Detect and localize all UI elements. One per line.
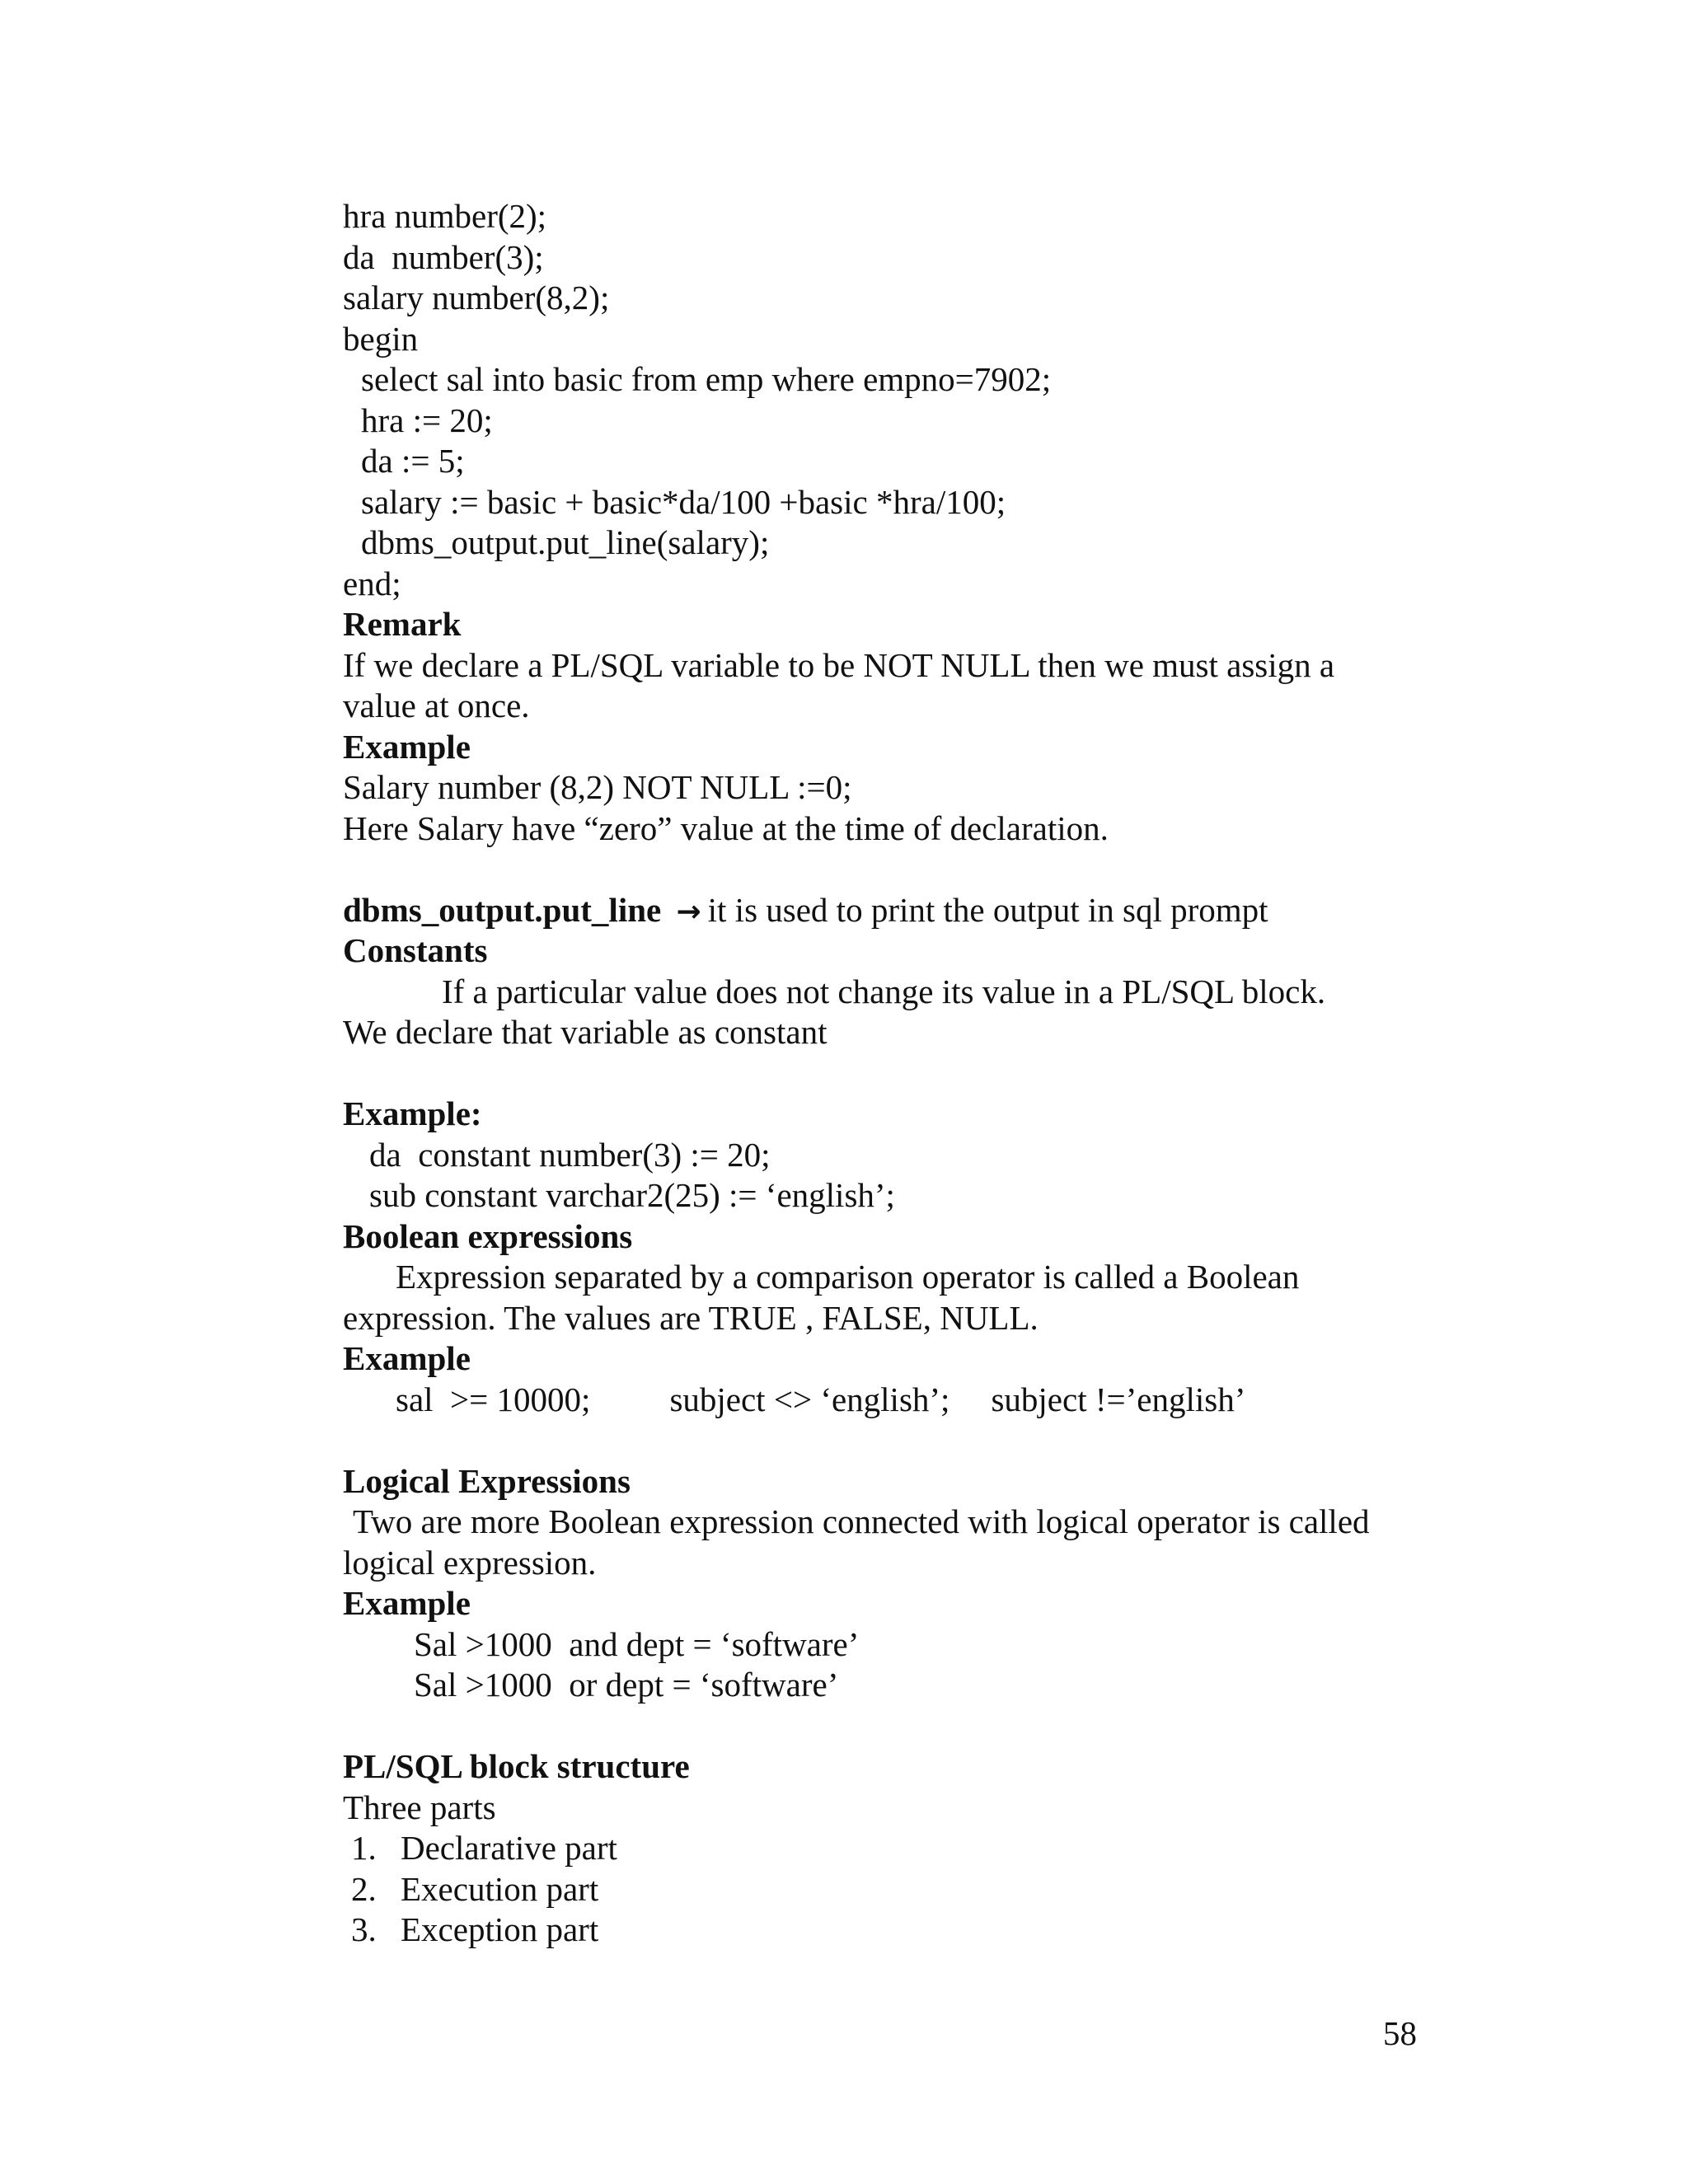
list-label: Declarative part: [401, 1829, 617, 1867]
constants-example-heading: Example:: [343, 1094, 482, 1132]
code-line: da number(3);: [343, 237, 544, 276]
boolean-heading: Boolean expressions: [343, 1216, 633, 1255]
logical-example-line: Sal >1000 or dept = ‘software’: [414, 1666, 839, 1704]
remark-section: [343, 604, 1447, 849]
remark-text: value at once.: [343, 687, 530, 724]
remark-example-heading: Example: [343, 727, 471, 766]
constants-text: We declare that variable as constant: [343, 1013, 828, 1051]
logical-example-heading: Example: [343, 1584, 471, 1622]
list-number: 2.: [351, 1869, 377, 1908]
block-structure-intro: Three parts: [343, 1788, 496, 1826]
code-line: da := 5;: [361, 442, 465, 480]
code-line: begin: [343, 319, 419, 358]
list-number: 1.: [351, 1829, 377, 1867]
logical-text: Two are more Boolean expression connected with logical operator is called: [353, 1502, 1370, 1540]
boolean-text: Expression separated by a comparison operator is called a Boolean: [396, 1258, 1300, 1296]
boolean-example-c: subject !=’english’: [991, 1380, 1246, 1418]
constants-example-line: sub constant varchar2(25) := ‘english’;: [369, 1176, 895, 1214]
page-number: 58: [1383, 2014, 1417, 2052]
boolean-example-heading: Example: [343, 1339, 471, 1377]
boolean-text: expression. The values are TRUE , FALSE, NULL.: [343, 1298, 1039, 1337]
dbms-description: it is used to print the output in sql prompt: [707, 890, 1268, 929]
constants-section: [343, 930, 1447, 1216]
list-item: [343, 1910, 1447, 1951]
spacer: [343, 1420, 1447, 1461]
code-line: hra := 20;: [361, 401, 493, 439]
logical-section: [343, 1461, 1447, 1706]
code-line: salary := basic + basic*da/100 +basic *hra/100;: [361, 482, 1006, 521]
block-structure-heading: PL/SQL block structure: [343, 1747, 690, 1785]
spacer: [343, 1053, 1447, 1094]
dbms-definition: [343, 890, 1447, 931]
boolean-example-b: subject <> ‘english’;: [669, 1380, 950, 1418]
list-label: Execution part: [401, 1869, 599, 1908]
spacer: [343, 849, 1447, 890]
list-item: [343, 1869, 1447, 1910]
boolean-example-line: [343, 1380, 1447, 1421]
list-label: Exception part: [401, 1910, 599, 1948]
code-block: [343, 196, 1447, 604]
constants-heading: Constants: [343, 931, 488, 969]
code-line: end;: [343, 564, 401, 602]
spacer: [343, 1706, 1447, 1747]
list-number: 3.: [351, 1910, 377, 1948]
remark-example-line: Salary number (8,2) NOT NULL :=0;: [343, 768, 852, 806]
right-arrow-icon: →: [676, 894, 701, 929]
logical-heading: Logical Expressions: [343, 1461, 631, 1500]
page-content: [343, 196, 1447, 1951]
code-line: hra number(2);: [343, 197, 547, 235]
constants-text: If a particular value does not change its value in a PL/SQL block.: [442, 972, 1326, 1010]
remark-explanation: Here Salary have “zero” value at the time of declaration.: [343, 808, 1109, 847]
block-structure-section: [343, 1746, 1447, 1951]
code-line: salary number(8,2);: [343, 279, 610, 316]
logical-text: logical expression.: [343, 1543, 597, 1582]
list-item: [343, 1828, 1447, 1869]
code-line: select sal into basic from emp where empno=7902;: [361, 360, 1052, 398]
dbms-term: dbms_output.put_line: [343, 890, 662, 929]
boolean-example-a: sal >= 10000;: [396, 1380, 591, 1418]
logical-example-line: Sal >1000 and dept = ‘software’: [414, 1624, 860, 1663]
remark-text: If we declare a PL/SQL variable to be NOT NULL then we must assign a: [343, 645, 1335, 684]
remark-heading: Remark: [343, 605, 462, 643]
boolean-section: [343, 1216, 1447, 1421]
code-line: dbms_output.put_line(salary);: [361, 523, 770, 561]
constants-example-line: da constant number(3) := 20;: [369, 1135, 771, 1174]
